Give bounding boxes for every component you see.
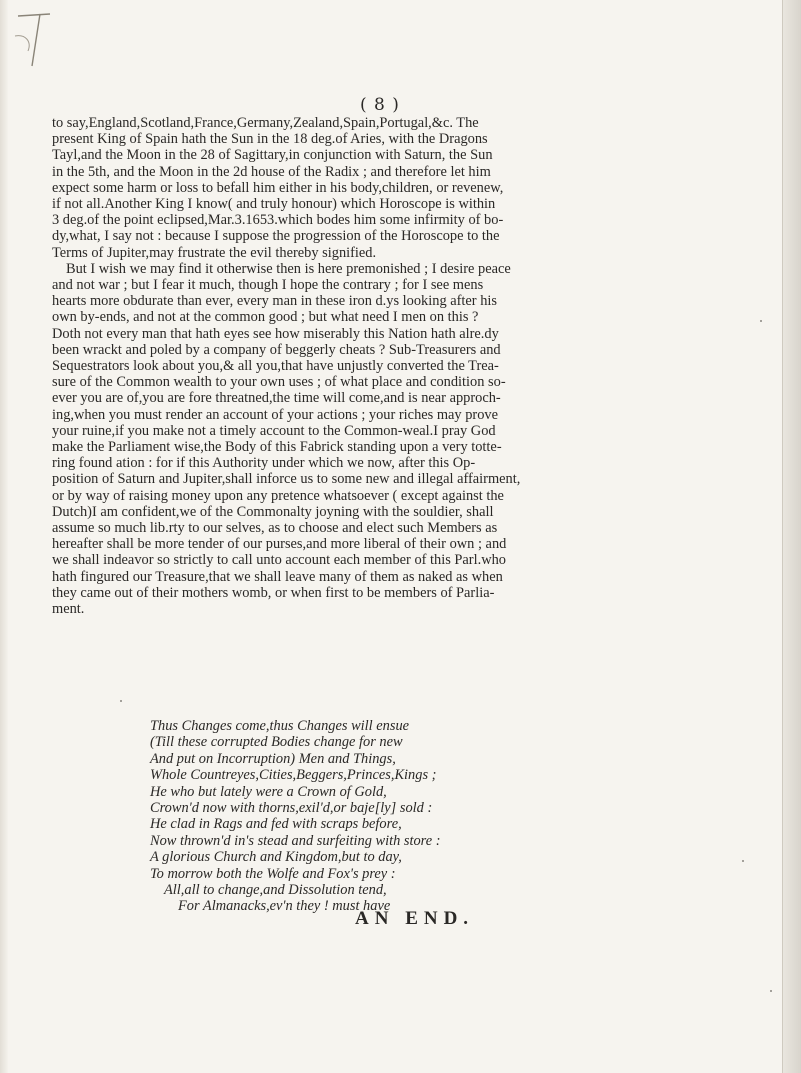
- poem-line: Now thrown'd in's stead and surfeiting with store :: [150, 832, 441, 849]
- text-line: Sequestrators look about you,& all you,that have unjustly converted the Trea-: [52, 358, 499, 375]
- poem-line: He clad in Rags and fed with scraps before,: [150, 816, 402, 833]
- text-line: Dutch)I am confident,we of the Commonalty joyning with the souldier, shall: [52, 503, 494, 520]
- text-line: if not all.Another King I know( and truly honour) which Horoscope is within: [52, 196, 496, 213]
- finis-heading: AN END.: [355, 908, 475, 929]
- text-line: Doth not every man that hath eyes see how miserably this Nation hath alre.dy: [52, 325, 499, 342]
- text-line: they came out of their mothers womb, or when first to be members of Parlia-: [52, 584, 495, 601]
- poem-line: (Till these corrupted Bodies change for new: [150, 734, 403, 751]
- page-number: ( 8 ): [360, 95, 400, 115]
- poem-line: All,all to change,and Dissolution tend,: [164, 882, 387, 899]
- poem-line: And put on Incorruption) Men and Things,: [150, 750, 396, 767]
- text-line: But I wish we may find it otherwise then is here premonished ; I desire peace: [66, 260, 511, 277]
- text-line: and not war ; but I fear it much, though I hope the contrary ; for I see mens: [52, 277, 484, 294]
- text-line: hereafter shall be more tender of our purses,and more liberal of their own ; and: [52, 536, 507, 553]
- text-line: position of Saturn and Jupiter,shall inforce us to some new and illegal affairment,: [52, 471, 521, 488]
- text-line: expect some harm or loss to befall him either in his body,children, or revenew,: [52, 179, 504, 196]
- text-line: hath fingured our Treasure,that we shall leave many of them as naked as when: [52, 568, 503, 585]
- text-line: hearts more obdurate than ever, every man in these iron d.ys looking after his: [52, 293, 497, 310]
- poem-line: He who but lately were a Crown of Gold,: [150, 783, 387, 800]
- text-line: sure of the Common wealth to your own uses ; of what place and condition so-: [52, 374, 506, 391]
- poem-line: To morrow both the Wolfe and Fox's prey :: [150, 865, 396, 882]
- poem-line: Crown'd now with thorns,exil'd,or baje[ly] sold :: [150, 800, 433, 817]
- text-line: dy,what, I say not : because I suppose the progression of the Horoscope to the: [52, 228, 500, 245]
- text-line: ing,when you must render an account of your actions ; your riches may prove: [52, 406, 498, 423]
- text-line: we shall indeavor so strictly to call unto account each member of this Parl.who: [52, 552, 506, 569]
- text-line: make the Parliament wise,the Body of this Fabrick standing upon a very totte-: [52, 439, 502, 456]
- paper-speck: [770, 990, 772, 992]
- handwritten-corner-mark: [10, 6, 65, 81]
- body-text: [52, 115, 780, 617]
- text-line: your ruine,if you make not a timely account to the Common-weal.I pray God: [52, 422, 496, 439]
- text-line: to say,England,Scotland,France,Germany,Zealand,Spain,Portugal,&c. The: [52, 115, 479, 131]
- poem-line: A glorious Church and Kingdom,but to day,: [150, 849, 402, 866]
- poem-line: Thus Changes come,thus Changes will ensue: [150, 718, 410, 734]
- paper-speck: [760, 320, 762, 322]
- text-line: in the 5th, and the Moon in the 2d house of the Radix ; and therefore let him: [52, 163, 491, 180]
- page-gutter-shadow: [0, 0, 8, 1073]
- text-line: own by-ends, and not at the common good ; but what need I men on this ?: [52, 309, 479, 326]
- paper-speck: [120, 700, 122, 702]
- text-line: Terms of Jupiter,may frustrate the evil thereby signified.: [52, 244, 377, 261]
- text-line: present King of Spain hath the Sun in the 18 deg.of Aries, with the Dragons: [52, 131, 488, 148]
- poem: [150, 718, 710, 915]
- page-edge: [782, 0, 801, 1073]
- text-line: or by way of raising money upon any pretence whatsoever ( except against the: [52, 487, 504, 504]
- text-line: been wrackt and poled by a company of beggerly cheats ? Sub-Treasurers and: [52, 341, 501, 358]
- text-line: assume so much lib.rty to our selves, as to choose and elect such Members as: [52, 520, 498, 537]
- text-line: Tayl,and the Moon in the 28 of Sagittary,in conjunction with Saturn, the Sun: [52, 147, 493, 164]
- poem-line: Whole Countreyes,Cities,Beggers,Princes,Kings ;: [150, 767, 437, 784]
- text-line: ring found ation : for if this Authority under which we now, after this Op-: [52, 455, 476, 472]
- text-line: 3 deg.of the point eclipsed,Mar.3.1653.which bodes him some infirmity of bo-: [52, 212, 504, 229]
- text-line: ment.: [52, 601, 85, 618]
- paper-speck: [742, 860, 744, 862]
- poem-line: For Almanacks,ev'n they ! must have: [178, 898, 391, 915]
- text-line: ever you are of,you are fore threatned,the time will come,and is near approch-: [52, 390, 501, 407]
